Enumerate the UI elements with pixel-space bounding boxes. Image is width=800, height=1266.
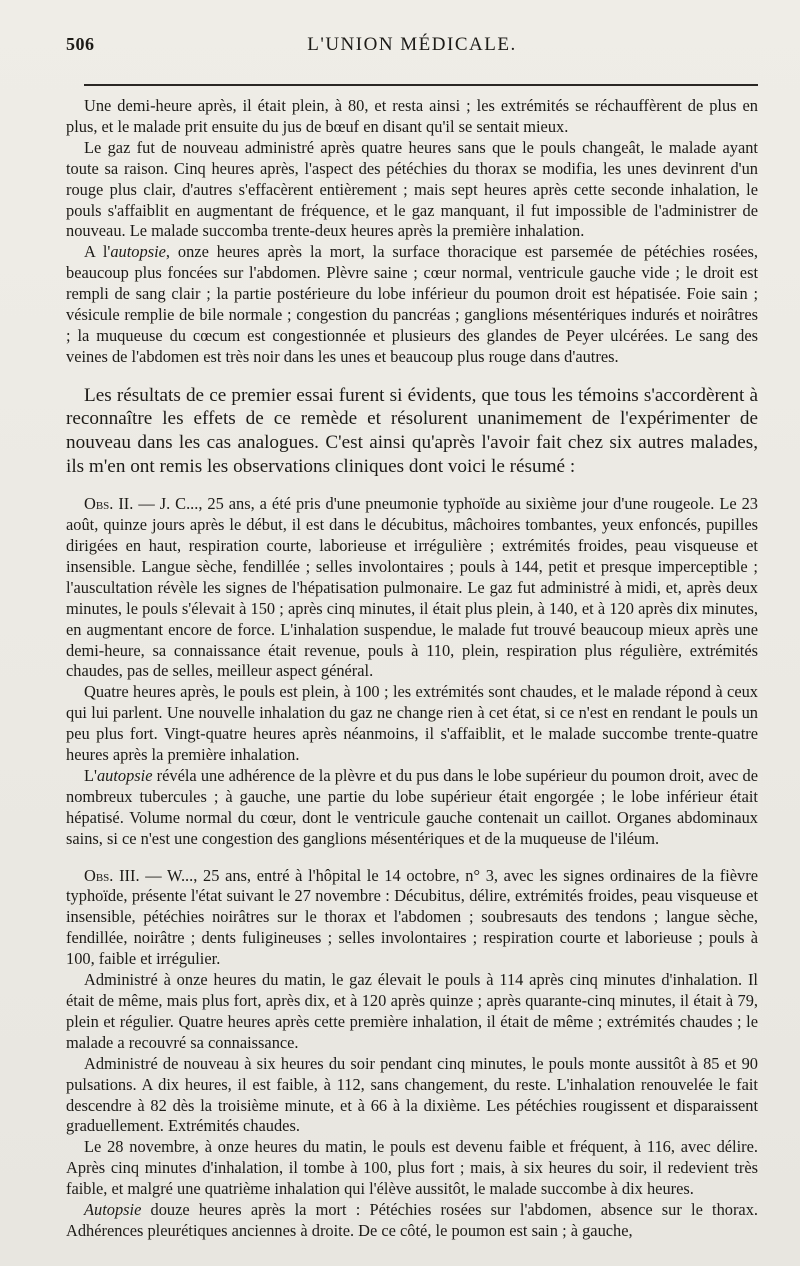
main-paragraph: Les résultats de ce premier essai furent si évidents, que tous les témoins s'accordèrent à reconnaître les effets de ce remède et résolurent unanimement de l'expérimenter de nouveau dans les cas analogues. C'est ainsi qu'après l'avoir fait chez six autres malades, ils m'en ont remis les observations cliniques dont voici le résumé :	[66, 384, 758, 477]
running-title: L'UNION MÉDICALE.	[307, 34, 517, 55]
page-header	[66, 26, 758, 62]
intro-paragraph-1: Une demi-heure après, il était plein, à 80, et resta ainsi ; les extrémités se réchauffèrent de plus en plus, et le malade prit ensuite du jus de bœuf en disant qu'il se sentait mieux.	[66, 96, 758, 136]
observation-3-autopsy-text: douze heures après la mort : Pétéchies rosées sur l'abdomen, absence sur le thorax. Adhérences pleurétiques anciennes à droite. De ce côté, le poumon est sain ; à gauche,	[66, 1200, 758, 1240]
observation-3-label: Obs. III.	[84, 865, 140, 885]
autopsy-1-text: , onze heures après la mort, la surface thoracique est parsemée de pétéchies rosées, beaucoup plus foncées sur l'abdomen. Plèvre saine ; cœur normal, ventricule gauche vide ; le droit est rempli de sang clair ; la partie postérieure du lobe inférieur du poumon droit est hépatisée. Foie sain ; vésicule remplie de bile normale ; congestion du pancréas ; ganglions mésentériques indurés et noirâtres ; la muqueuse du cœcum est congestionnée et plusieurs des glandes de Peyer ulcérées. Le sang des veines de l'abdomen est très noir dans les unes et beaucoup plus rouge dans d'autres.	[66, 242, 758, 366]
observation-3	[66, 866, 758, 971]
autopsy-1-italic: autopsie	[110, 242, 166, 262]
observation-3-autopsy	[66, 1200, 758, 1242]
observation-2-autopsy-prefix: L'	[84, 765, 97, 785]
header-rule	[84, 84, 758, 86]
intro-paragraph-2: Le gaz fut de nouveau administré après quatre heures sans que le pouls changeât, le malade ayant toute sa raison. Cinq heures après, l'aspect des pétéchies du thorax se modifia, les unes devinrent d'un rouge plus clair, d'autres s'effacèrent entièrement ; mais sept heures après cette seconde inhalation, le pouls s'affaiblit en augmentant de fréquence, et le gaz manquant, il fut impossible de l'administrer de nouveau. Le malade succomba trente-deux heures après la première inhalation.	[66, 137, 758, 241]
observation-3-text: — W..., 25 ans, entré à l'hôpital le 14 octobre, n° 3, avec les signes ordinaires de la fièvre typhoïde, présente l'état suivant le 27 novembre : Décubitus, délire, extrémités froides, peau visqueuse et insensible, pétéchies noirâtres sur le thorax et l'abdomen ; soubresauts des tendons ; langue sèche, fendillée, noirâtre ; dents fuligineuses ; selles involontaires ; respiration courte et laborieuse ; pouls à 100, faible et irrégulier.	[66, 865, 758, 969]
observation-2-text: — J. C..., 25 ans, a été pris d'une pneumonie typhoïde au sixième jour d'une rougeole. Le 23 août, quinze jours après le début, il est dans le décubitus, mâchoires tombantes, yeux enfoncés, pupilles dirigées en haut, respiration courte, laborieuse et irrégulière ; extrémités froides, peau visqueuse et insensible. Langue sèche, fendillée ; selles involontaires ; pouls à 144, petit et presque imperceptible ; l'auscultation révèle les signes de l'hépatisation pulmonaire. Le gaz fut administré à midi, et, après deux minutes, le pouls s'élevait à 150 ; après cinq minutes, il était plus plein, à 140, et à 120 après dix minutes, en augmentant encore de force. L'inhalation suspendue, le malade fut trouvé beaucoup mieux après une demi-heure, sa connaissance était revenue, pouls à 110, plein, respiration plus régulière, extrémités chaudes, pas de selles, meilleur aspect général.	[66, 494, 758, 681]
observation-2	[66, 494, 758, 682]
observation-3-paragraph-2: Administré à onze heures du matin, le gaz élevait le pouls à 114 après cinq minutes d'inhalation. Il était de même, mais plus fort, après dix, et à 120 après quinze ; après quarante-cinq minutes, il était à 79, plein et régulier. Quatre heures après cette première inhalation, il était de même ; extrémités chaudes ; le malade a recouvré sa connaissance.	[66, 970, 758, 1052]
observation-2-label: Obs. II.	[84, 494, 134, 514]
observation-3-paragraph-3: Administré de nouveau à six heures du soir pendant cinq minutes, le pouls monte aussitôt à 85 et 90 pulsations. A dix heures, il est faible, à 112, sans changement, du reste. L'inhalation renouvelée le fait descendre à 82 dès la troisième minute, et à 66 à la dixième. Les pétéchies rougissent et disparaissent graduellement. Extrémités chaudes.	[66, 1053, 758, 1136]
observation-3-autopsy-italic: Autopsie	[84, 1200, 142, 1220]
page-number: 506	[66, 34, 95, 54]
autopsy-paragraph-1	[66, 242, 758, 367]
observation-2-autopsy	[66, 766, 758, 850]
observation-2-paragraph-2: Quatre heures après, le pouls est plein, à 100 ; les extrémités sont chaudes, et le malade répond à ceux qui lui parlent. Une nouvelle inhalation du gaz ne change rien à cet état, si ce n'est en rendant le pouls un peu plus fort. Vingt-quatre heures après néanmoins, il s'affaiblit, et le malade succombe trente-quatre heures après la première inhalation.	[66, 682, 758, 765]
autopsy-1-prefix: A l'	[84, 242, 111, 262]
observation-3-paragraph-4: Le 28 novembre, à onze heures du matin, le pouls est devenu faible et fréquent, à 116, avec délire. Après cinq minutes d'inhalation, il tombe à 100, plus fort ; mais, à six heures du soir, il redevient très faible, et malgré une quatrième inhalation qui l'élève aussitôt, le malade succombe à dix heures.	[66, 1137, 758, 1199]
observation-2-autopsy-text: révéla une adhérence de la plèvre et du pus dans le lobe supérieur du poumon droit, avec de nombreux tubercules ; à gauche, une partie du lobe supérieur était engorgée ; le lobe inférieur était hépatisé. Volume normal du cœur, dont le ventricule gauche contenait un caillot. Organes abdominaux sains, si ce n'est une congestion des ganglions mésentériques et de la muqueuse de l'iléum.	[66, 765, 758, 848]
observation-2-autopsy-italic: autopsie	[96, 765, 153, 785]
